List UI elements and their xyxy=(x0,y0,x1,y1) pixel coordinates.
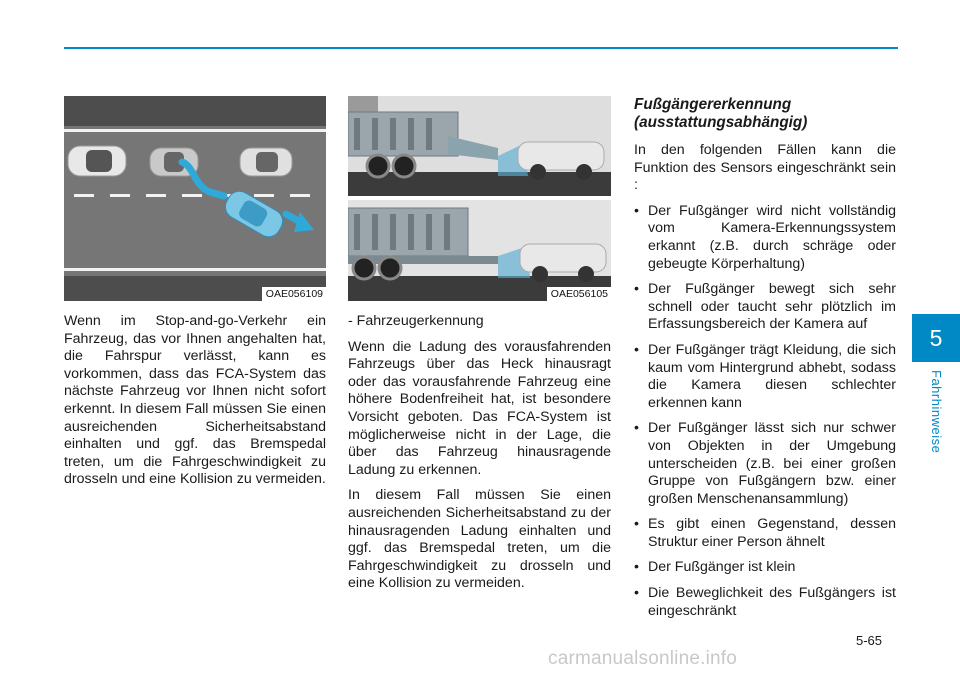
scene-bottom xyxy=(348,200,611,301)
chapter-number: 5 xyxy=(929,324,943,351)
chapter-number-tab[interactable] xyxy=(912,314,960,362)
page-number: 5-65 xyxy=(856,633,883,648)
bullet-icon: • xyxy=(634,559,639,576)
figure-vehicle-detection xyxy=(348,96,611,301)
column-left xyxy=(64,96,326,497)
scene-top xyxy=(348,96,611,196)
subheading-vehicle-detection: - Fahrzeugerkennung xyxy=(348,313,484,329)
stop-and-go-illustration xyxy=(64,96,326,301)
column-middle xyxy=(348,96,611,601)
paragraph-overhanging-load: Wenn die Ladung des vorausfahrenden Fahrzeugs über das Heck hinausragt oder das vorausfahrende Fahrzeug eine höhere Bodenfreiheit hat, ist besondere Vorsicht geboten. Das FCA-System ist möglicherweise nicht in der Lage, die über das Fahrzeug hinausragende Ladung zu erkennen. xyxy=(348,338,611,478)
list-item: • Die Beweglichkeit des Fußgängers ist eingeschränkt xyxy=(634,585,896,619)
overhanging-load-illustration xyxy=(348,96,611,301)
figure-stop-and-go xyxy=(64,96,326,301)
list-item: • Der Fußgänger trägt Kleidung, die sich kaum vom Hintergrund abhebt, sodass die Kamera diesen schlechter erkennen kann xyxy=(634,341,896,411)
section-heading: Fußgängererkennung (ausstattungsabhängig) xyxy=(634,96,808,131)
bullet-icon: • xyxy=(634,202,639,219)
ego-car xyxy=(68,146,126,176)
list-item: • Der Fußgänger ist klein xyxy=(634,559,796,576)
list-item: • Es gibt einen Gegenstand, dessen Struktur einer Person ähnelt xyxy=(634,516,896,550)
intro-paragraph: In den folgenden Fällen kann die Funktion des Sensors eingeschränkt sein : xyxy=(634,142,896,194)
list-item: • Der Fußgänger wird nicht vollständig vom Kamera-Erkennungssystem erkannt (z.B. durch schräge oder gebeugte Körperhaltung) xyxy=(634,202,896,272)
bullet-icon: • xyxy=(634,341,639,358)
bullet-icon: • xyxy=(634,585,639,602)
bullet-icon: • xyxy=(634,281,639,298)
watermark: carmanualsonline.info xyxy=(548,648,738,669)
bullet-icon: • xyxy=(634,420,639,437)
next-car xyxy=(240,148,292,176)
limitations-list xyxy=(634,203,896,620)
column-right xyxy=(634,96,896,628)
bullet-icon: • xyxy=(634,516,639,533)
list-item: • Der Fußgänger bewegt sich sehr schnell oder taucht sehr plötzlich im Erfassungsbereich der Kamera auf xyxy=(634,281,896,333)
figure-label: OAE056109 xyxy=(262,287,326,301)
chapter-title: Fahrhinweise xyxy=(929,370,944,454)
list-item: • Der Fußgänger lässt sich nur schwer von Objekten in der Umgebung unterscheiden (z.B. bei einer großen Gruppe von Fußgängern bzw. einer großen Menschenansammlung) xyxy=(634,420,896,507)
figure-label: OAE056105 xyxy=(547,287,611,301)
header-rule xyxy=(64,47,898,49)
paragraph-safety-distance: In diesem Fall müssen Sie einen ausreichenden Sicherheitsabstand zu der hinausragenden Ladung einhalten und ggf. das Bremspedal treten, um die Fahrgeschwindigkeit zu drosseln und eine Kollision zu vermeiden. xyxy=(348,487,611,592)
paragraph-stop-and-go: Wenn im Stop-and-go-Verkehr ein Fahrzeug, das vor Ihnen angehalten hat, die Fahrspur verlässt, kann es vorkommen, dass das FCA-System das nächste Fahrzeug vor Ihnen nicht sofort erkennt. In diesem Fall müssen Sie einen ausreichenden Sicherheitsabstand einhalten und ggf. das Bremspedal treten, um die Fahrgeschwindigkeit zu drosseln und eine Kollision zu vermeiden. xyxy=(64,313,326,488)
